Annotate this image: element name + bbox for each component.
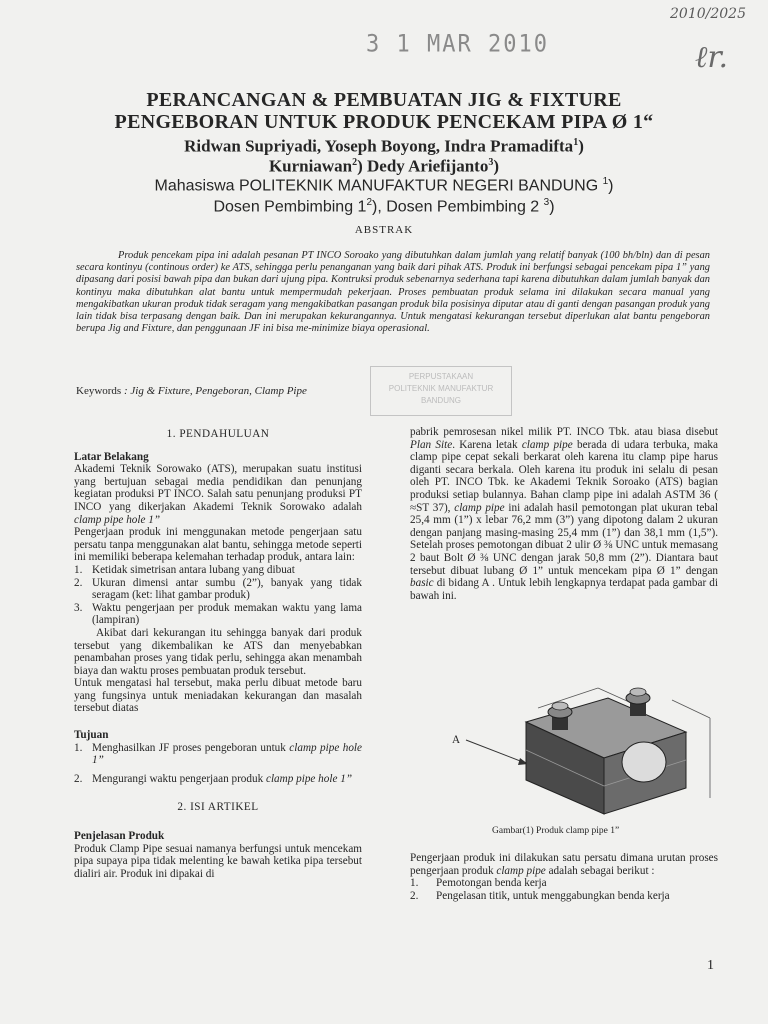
abstract-heading: ABSTRAK bbox=[354, 224, 414, 236]
handwritten-signature-mark: ℓr. bbox=[694, 40, 728, 75]
left-column bbox=[74, 428, 362, 880]
affiliation-line-2: Dosen Pembimbing $1^2$), Dosen Pembimbing 2 $^3$) bbox=[213, 197, 555, 216]
paragraph-consequence: Akibat dari kekurangan itu sehingga banyak dari produk tersebut yang dikembalikan ke ATS dan menyebabkan penambahan proses yang tidak perlu, sehingga akan menambah biaya dan waktu proses pembuatan produk tersebut. bbox=[74, 626, 362, 677]
list-item: 2. Ukuran dimensi antar sumbu (2”), banyak yang tidak seragam (ket: lihat gambar produk) bbox=[74, 576, 362, 602]
keywords: Keywords : Jig & Fixture, Pengeboran, Clamp Pipe bbox=[76, 385, 307, 397]
authors-line-1: Ridwan Supriyadi, Yoseph Boyong, Indra Pramadifta$^1$) bbox=[184, 136, 584, 156]
list-item: 1. Menghasilkan JF proses pengeboran untuk clamp pipe hole 1” bbox=[74, 741, 362, 767]
paragraph-process: Pengerjaan produk ini dilakukan satu persatu dimana urutan proses pengerjaan produk clamp pipe adalah sebagai berikut : bbox=[410, 852, 718, 877]
penjelasan-produk-heading: Penjelasan Produk bbox=[74, 830, 165, 843]
latar-belakang-heading: Latar Belakang bbox=[74, 450, 149, 463]
authors-line-2: Kurniawan$^2$) Dedy Ariefijanto$^3$) bbox=[268, 156, 500, 176]
paragraph-product-details: pabrik pemrosesan nikel milik PT. INCO Tbk. atau biasa disebut Plan Site. Karena letak clamp pipe berada di udara terbuka, maka clamp pipe cepat sekali berkarat oleh karena itu clamp pipe harus diganti secara berkala. Oleh karena itu produk ini selalu di pesan oleh PT. INCO Tbk. ke Akademi Teknik Soroako (ATS) bagian produksi setiap bulannya. Bahan clamp pipe ini adalah ASTM 36 ( ≈ST 37), clamp pipe ini adalah hasil pemotongan plat ukuran tebal 25,4 mm (1”) x lebar 76,2 mm (3”) yang dipotong dalam 2 ukuran dengan panjang masing-masing 25,4 mm (1”) dan 38,1 mm (1,5”). Setelah proses pemotongan dibuat 2 ulir Ø ⅜ UNC untuk memasang 2 baut Bolt Ø ⅜ UNC dengan jarak 50,8 mm (2”). Diantara baut tersebut dibuat lubang Ø 1” untuk mencekam pipa Ø 1” dengan basic di bidang A . Untuk lebih lengkapnya terdapat pada gambar di bawah ini. bbox=[410, 426, 718, 602]
abstract-text: Produk pencekam pipa ini adalah pesanan PT INCO Soroako yang dibutuhkan dalam jumlah yang relatif banyak (100 bh/bln) dan di pesan secara kontinyu (continous order) ke ATS, sehingga perlu penanganan yang baik dari pihak ATS. Produk ini berfungsi sebagai pencekam pipa 1” yang dipasang dari posisi bawah pipa dan bukan dari ujung pipa. Kontruksi produk sebenarnya sederhana tapi karena dibutuhkan dalam jumlah banyak dan kontinyu maka dibutuhkan alat bantu untuk mempermudah pekerjaan. Proses pembuatan produk selama ini dilakukan secara manual yang mengakibatkan ukuran produk tidak seragam yang mengakibatkan pasangan produk bila posisinya diputar atau di ganti dengan pasangan produk yang lain tidak bisa terpasang dengan baik. Dan ini merupakan kekurangannya. Untuk mengatasi kekurangan tersebut diperlukan alat bantu pengeboran berupa Jig and Fixture, dan penggunaan JF ini bisa me-minimize biaya operasional. bbox=[76, 250, 710, 335]
tujuan-heading: Tujuan bbox=[74, 729, 109, 742]
list-item: 1. Ketidak simetrisan antara lubang yang dibuat bbox=[74, 563, 295, 576]
section-2-heading: 2. ISI ARTIKEL bbox=[177, 801, 259, 814]
paper-title-line-2: PENGEBORAN UNTUK PRODUK PENCEKAM PIPA Ø 1“ bbox=[114, 111, 654, 133]
paragraph-product-explanation: Produk Clamp Pipe sesuai namanya berfungsi untuk mencekam pipa supaya pipa tidak melenting ke bawah ketika pipa tersebut dialiri air. Produk ini dipakai di bbox=[74, 842, 362, 880]
figure-caption: Gambar(1) Produk clamp pipe 1” bbox=[492, 826, 620, 836]
page-number: 1 bbox=[707, 958, 714, 973]
list-item: 2. Mengurangi waktu pengerjaan produk clamp pipe hole 1” bbox=[74, 772, 353, 785]
list-item: 3. Waktu pengerjaan per produk memakan waktu yang lama (lampiran) bbox=[74, 601, 362, 627]
list-item: 1. Pemotongan benda kerja bbox=[410, 877, 547, 890]
paper-title-line-1: PERANCANGAN & PEMBUATAN JIG & FIXTURE bbox=[146, 89, 622, 111]
clamp-pipe-figure bbox=[448, 680, 728, 820]
library-stamp: PERPUSTAKAAN POLITEKNIK MANUFAKTUR BANDUNG bbox=[370, 366, 512, 416]
clamp-pipe-drawing bbox=[448, 680, 728, 820]
paragraph-method: Pengerjaan produk ini menggunakan metode pengerjaan satu persatu tanpa menggunakan alat bantu, sehingga metode seperti ini memiliki beberapa kelemahan terhadap produk, antara lain: bbox=[74, 526, 362, 564]
list-item: 2. Pengelasan titik, untuk menggabungkan benda kerja bbox=[410, 889, 670, 902]
affiliation-line-1: Mahasiswa POLITEKNIK MANUFAKTUR NEGERI BANDUNG $^1$) bbox=[154, 176, 614, 195]
paragraph-background: Akademi Teknik Sorowako (ATS), merupakan suatu institusi yang bertujuan sebagai media pendidikan dan penunjang kegiatan produksi PT INCO. Salah satu penunjang produksi PT INCO yang dikerjakan Akademi Teknik Sorowako adalah clamp pipe hole 1” bbox=[74, 463, 362, 526]
handwritten-note: 2010/2025 bbox=[670, 6, 746, 22]
section-1-heading: 1. PENDAHULUAN bbox=[166, 428, 270, 440]
right-column bbox=[410, 426, 718, 602]
right-column-lower bbox=[410, 852, 718, 902]
figure-label-a: A bbox=[452, 734, 461, 746]
received-date-stamp: 3 1 MAR 2010 bbox=[366, 30, 549, 59]
paragraph-solution: Untuk mengatasi hal tersebut, maka perlu dibuat metode baru yang fungsinya untuk meniadakan kekurangan dan masalah tersebut diatas bbox=[74, 677, 362, 715]
